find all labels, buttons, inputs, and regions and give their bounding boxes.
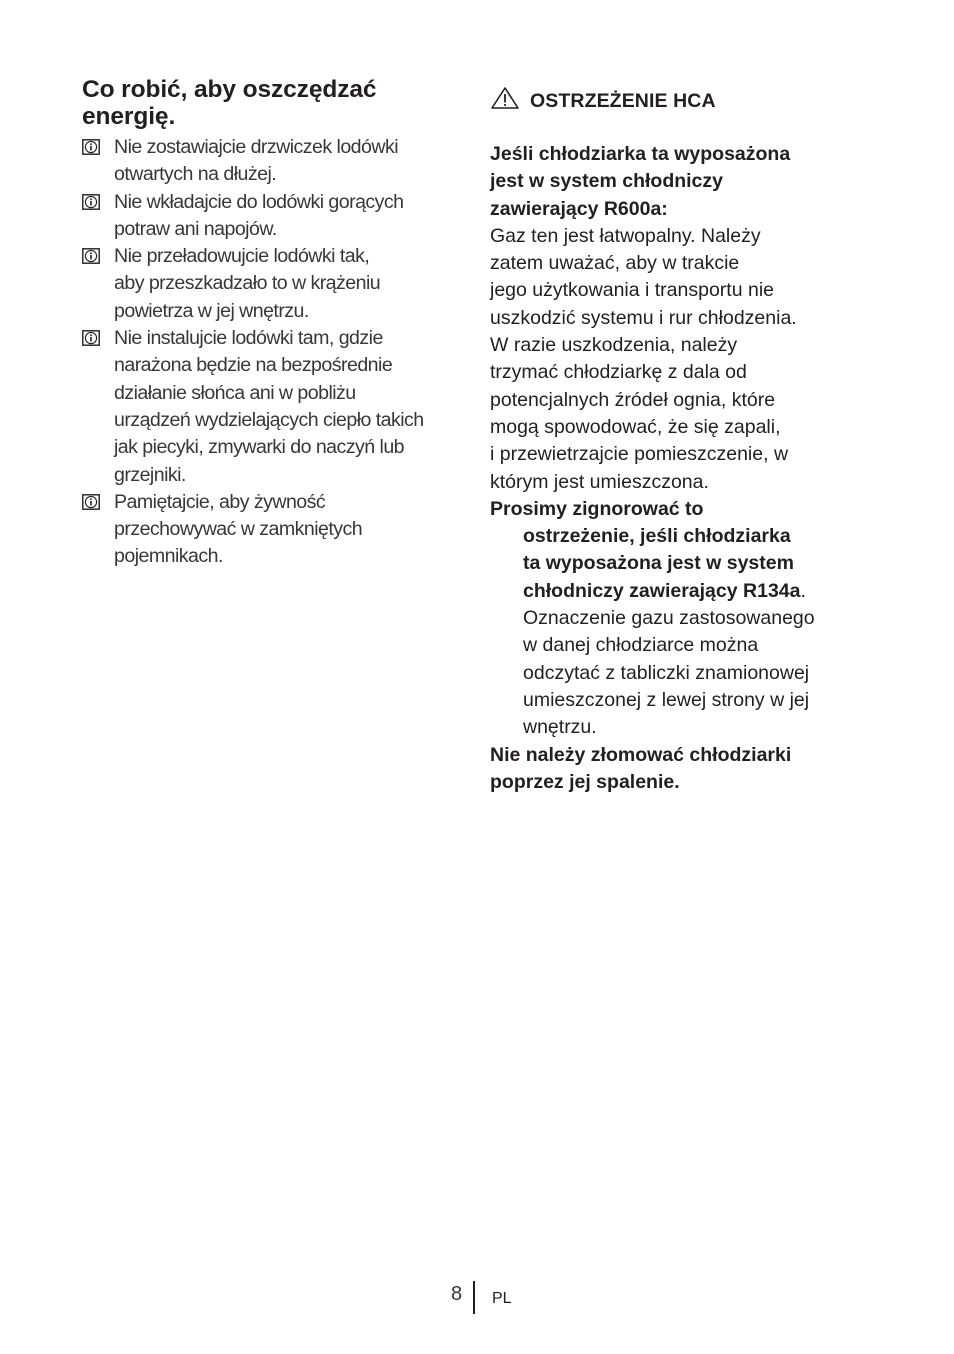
text-line: Oznaczenie gazu zastosowanego bbox=[523, 607, 815, 630]
warning-title: OSTRZEŻENIE HCA bbox=[530, 89, 716, 112]
text-line: potencjalnych źródeł ognia, które bbox=[490, 388, 776, 411]
text-line: pojemnikach. bbox=[114, 545, 223, 568]
info-icon bbox=[82, 189, 114, 215]
text-line: trzymać chłodziarkę z dala od bbox=[490, 361, 747, 384]
tips-list bbox=[82, 134, 468, 571]
text-line: otwartych na dłużej. bbox=[114, 163, 277, 186]
text-line: działanie słońca ani w pobliżu bbox=[114, 381, 356, 404]
text-line: chłodniczy zawierający R134a. bbox=[523, 579, 806, 602]
tip-text bbox=[114, 489, 362, 571]
text-line: aby przeszkadzało to w krążeniu bbox=[114, 272, 381, 295]
text-line: poprzez jej spalenie. bbox=[490, 770, 680, 793]
text-line: Pamiętajcie, aby żywność bbox=[114, 490, 326, 513]
text-line: odczytać z tabliczki znamionowej bbox=[523, 661, 810, 684]
language-code: PL bbox=[492, 1290, 512, 1307]
warning-header bbox=[490, 84, 880, 116]
text-line: ta wyposażona jest w system bbox=[523, 552, 794, 575]
text-line: zawierający R600a: bbox=[490, 197, 668, 220]
text-line: przechowywać w zamkniętych bbox=[114, 518, 363, 541]
refrigerant-intro bbox=[490, 141, 880, 223]
warning-body bbox=[490, 223, 880, 496]
tip-text bbox=[114, 243, 380, 325]
text-line: Gaz ten jest łatwopalny. Należy bbox=[490, 224, 761, 247]
text-line: potraw ani napojów. bbox=[114, 217, 277, 240]
text-line: Nie należy złomować chłodziarki bbox=[490, 743, 792, 766]
text-line: którym jest umieszczona. bbox=[490, 470, 709, 493]
tip-text bbox=[114, 189, 404, 244]
disposal-warning bbox=[490, 742, 880, 797]
text-line: uszkodzić systemu i rur chłodzenia. bbox=[490, 306, 797, 329]
text-line: Nie przeładowujcie lodówki tak, bbox=[114, 245, 370, 268]
text-line: powietrza w jej wnętrzu. bbox=[114, 299, 309, 322]
tip-text bbox=[114, 325, 424, 489]
footer-divider bbox=[473, 1281, 475, 1314]
tip-item bbox=[82, 189, 468, 244]
text-line: wnętrzu. bbox=[523, 716, 597, 739]
text-line: Nie zostawiajcie drzwiczek lodówki bbox=[114, 136, 399, 158]
text-line: umieszczonej z lewej strony w jej bbox=[523, 688, 810, 711]
text-line: w danej chłodziarce można bbox=[523, 634, 759, 657]
ignore-notice: Prosimy zignorować to ostrzeżenie, jeśli chłodziarka ta wyposażona jest w system chłodniczy zawierający R134a. Oznaczenie gazu zastosowanego w danej chłodziarce można odczytać z tabliczki znamionowej umieszczonej z lewej strony w jej wnętrzu. bbox=[490, 496, 880, 742]
text-line: jak piecyki, zmywarki do naczyń lub bbox=[114, 436, 405, 459]
page-number: 8 bbox=[451, 1283, 463, 1305]
tip-item bbox=[82, 243, 468, 325]
text-line: zatem uważać, aby w trakcie bbox=[490, 252, 740, 275]
tip-item bbox=[82, 489, 468, 571]
text-line: narażona będzie na bezpośrednie bbox=[114, 354, 393, 377]
tip-item bbox=[82, 134, 468, 189]
tip-text bbox=[114, 134, 398, 189]
section-heading: Co robić, aby oszczędzać energię. bbox=[82, 76, 377, 130]
text-line: grzejniki. bbox=[114, 463, 186, 486]
info-icon bbox=[82, 134, 114, 160]
text-line: Nie wkładajcie do lodówki gorących bbox=[114, 190, 404, 213]
info-icon bbox=[82, 243, 114, 269]
hca-warning-section bbox=[490, 84, 880, 796]
text-line: urządzeń wydzielających ciepło takich bbox=[114, 408, 424, 431]
text-line: Nie instalujcie lodówki tam, gdzie bbox=[114, 327, 383, 350]
info-icon bbox=[82, 489, 114, 515]
text-line: mogą spowodować, że się zapali, bbox=[490, 415, 781, 438]
text-line: jego użytkowania i transportu nie bbox=[490, 279, 774, 302]
text-line: ostrzeżenie, jeśli chłodziarka bbox=[523, 525, 791, 548]
info-icon bbox=[82, 325, 114, 351]
text-line: jest w system chłodniczy bbox=[490, 170, 724, 193]
text-line: Jeśli chłodziarka ta wyposażona bbox=[490, 143, 791, 165]
warning-triangle-icon bbox=[490, 86, 530, 115]
text-line: W razie uszkodzenia, należy bbox=[490, 334, 738, 357]
tip-item bbox=[82, 325, 468, 489]
energy-saving-section bbox=[82, 76, 468, 571]
text-line: i przewietrzajcie pomieszczenie, w bbox=[490, 443, 789, 466]
